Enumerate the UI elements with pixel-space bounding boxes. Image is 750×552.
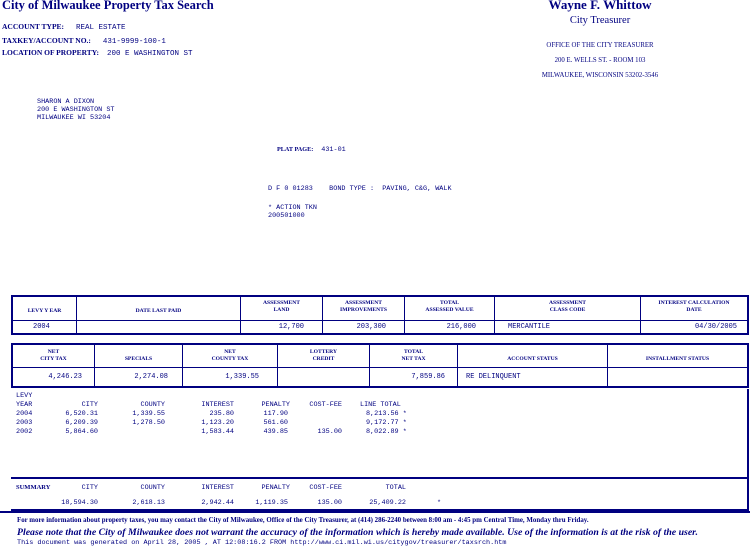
net-county-tax-value: 1,339.55 <box>182 368 277 386</box>
footer-divider <box>0 511 750 513</box>
interest-date-value: 04/30/2005 <box>640 321 747 333</box>
summary-cost-fee-header: COST-FEE <box>309 484 342 492</box>
assessment-land-value: 12,700 <box>240 321 322 333</box>
row-penalty: 561.60 <box>263 419 288 427</box>
levy-year-value: 2004 <box>33 323 50 331</box>
row-year: 2004 <box>16 410 33 418</box>
total-assessed-value: 216,000 <box>404 321 494 333</box>
account-type-label: ACCOUNT TYPE: <box>2 22 65 31</box>
row-year: 2002 <box>16 428 33 436</box>
row-penalty: 117.90 <box>263 410 288 418</box>
row-cost-fee: 135.00 <box>317 428 342 436</box>
owner-street: 200 E WASHINGTON ST <box>37 106 115 114</box>
date-last-paid-header: DATE LAST PAID <box>76 297 240 320</box>
row-city: 5,864.60 <box>65 428 98 436</box>
location-label: LOCATION OF PROPERTY: <box>2 48 99 57</box>
action-taken: * ACTION TKN <box>268 204 317 212</box>
levy-label: LEVY <box>16 392 33 400</box>
summary-label: SUMMARY <box>16 484 51 491</box>
row-line-total: 8,022.89 * <box>366 428 407 436</box>
row-interest: 1,123.20 <box>201 419 234 427</box>
detail-county-header: COUNTY <box>140 401 165 409</box>
office-line-3: MILWAUKEE, WISCONSIN 53202-3546 <box>541 72 659 79</box>
action-code: 200501000 <box>268 212 305 220</box>
summary-county-header: COUNTY <box>140 484 165 492</box>
assessment-land-header: ASSESSMENT LAND <box>240 297 322 320</box>
row-city: 6,209.39 <box>65 419 98 427</box>
treasurer-title: City Treasurer <box>569 15 631 26</box>
detail-year-header: YEAR <box>16 401 33 409</box>
date-last-paid-value <box>76 321 240 333</box>
row-county: 1,278.50 <box>132 419 165 427</box>
interest-date-header: INTEREST CALCULATION DATE <box>640 297 747 320</box>
summary-interest-value: 2,942.44 <box>201 499 234 507</box>
account-status-header: ACCOUNT STATUS <box>457 345 607 367</box>
row-city: 6,520.31 <box>65 410 98 418</box>
row-interest: 1,583.44 <box>201 428 234 436</box>
assessment-table <box>11 295 749 335</box>
class-code-value: MERCANTILE <box>494 321 640 333</box>
total-net-tax-value: 7,859.86 <box>369 368 457 386</box>
lottery-credit-header: LOTTERY CREDIT <box>277 345 369 367</box>
specials-header: SPECIALS <box>94 345 182 367</box>
summary-star: * <box>437 499 442 507</box>
plat-page <box>277 138 346 156</box>
detail-cost-fee-header: COST-FEE <box>309 401 342 409</box>
row-penalty: 439.85 <box>263 428 288 436</box>
footer-info: For more information about property taxes, you may contact the City of Milwaukee, Office of the City Treasurer, at (414) 286-2240 between 8:00 am - 4:45 pm Central Time, Monday thru Friday. <box>17 517 589 524</box>
assessment-improvements-value: 203,300 <box>322 321 404 333</box>
office-line-1: OFFICE OF THE CITY TREASURER <box>546 42 654 49</box>
office-line-2: 200 E. WELLS ST. - ROOM 103 <box>554 57 646 64</box>
summary-city-header: CITY <box>81 484 98 492</box>
net-city-tax-header: NET CITY TAX <box>40 349 67 362</box>
account-type-value: REAL ESTATE <box>76 24 126 32</box>
class-code-header: ASSESSMENT CLASS CODE <box>494 297 640 320</box>
total-assessed-header: TOTAL ASSESSED VALUE <box>404 297 494 320</box>
location-row <box>2 42 192 60</box>
installment-status-value <box>607 368 747 386</box>
owner-city: MILWAUKEE WI 53204 <box>37 114 111 122</box>
summary-city-value: 18,594.30 <box>61 499 98 507</box>
location-value: 200 E WASHINGTON ST <box>106 50 193 58</box>
summary-county-value: 2,618.13 <box>132 499 165 507</box>
summary-total-value: 25,409.22 <box>369 499 406 507</box>
detail-interest-header: INTEREST <box>201 401 234 409</box>
net-county-tax-header: NET COUNTY TAX <box>182 345 277 367</box>
row-interest: 235.80 <box>209 410 234 418</box>
levy-year-header: LEVY Y EAR <box>27 308 62 314</box>
summary-penalty-header: PENALTY <box>261 484 290 492</box>
detail-line-total-header: LINE TOTAL <box>360 401 401 409</box>
summary-penalty-value: 1,119.35 <box>255 499 288 507</box>
total-net-tax-header: TOTAL NET TAX <box>369 345 457 367</box>
summary-interest-header: INTEREST <box>201 484 234 492</box>
footer-warning: Please note that the City of Milwaukee does not warrant the accuracy of the information which is hereby made available. Use of the information is at the risk of the user. <box>17 527 698 538</box>
specials-value: 2,274.08 <box>94 368 182 386</box>
row-year: 2003 <box>16 419 33 427</box>
treasurer-name: Wayne F. Whittow <box>548 0 652 12</box>
taxkey-label: TAXKEY/ACCOUNT NO.: <box>2 36 91 45</box>
plat-page-value: 431-01 <box>321 146 346 154</box>
summary-cost-fee-value: 135.00 <box>317 499 342 507</box>
owner-name: SHARON A DIXON <box>37 98 95 106</box>
row-line-total: 8,213.56 * <box>366 410 407 418</box>
detail-city-header: CITY <box>81 401 98 409</box>
action-note <box>268 204 317 220</box>
page-title: City of Milwaukee Property Tax Search <box>2 0 214 12</box>
installment-status-header: INSTALLMENT STATUS <box>607 345 747 367</box>
bond-note: D F 0 01283 BOND TYPE : PAVING, C&G, WALK <box>268 185 452 193</box>
detail-penalty-header: PENALTY <box>261 401 290 409</box>
lottery-credit-value <box>277 368 369 386</box>
summary-total-header: TOTAL <box>385 484 406 492</box>
assessment-improvements-header: ASSESSMENT IMPROVEMENTS <box>322 297 404 320</box>
net-city-tax-value: 4,246.23 <box>48 373 82 381</box>
account-status-value: RE DELINQUENT <box>457 368 607 386</box>
owner-address <box>37 98 115 122</box>
plat-page-label: PLAT PAGE: <box>277 146 314 153</box>
row-line-total: 9,172.77 * <box>366 419 407 427</box>
taxkey-value: 431-9999-100-1 <box>102 38 166 46</box>
footer-generated: This document was generated on April 28, 2005 , AT 12:08:16.2 FROM http://www.ci.mil.wi.us/citygov/treasurer/taxsrch.htm <box>17 539 507 547</box>
tax-summary-table <box>11 343 749 388</box>
row-county: 1,339.55 <box>132 410 165 418</box>
